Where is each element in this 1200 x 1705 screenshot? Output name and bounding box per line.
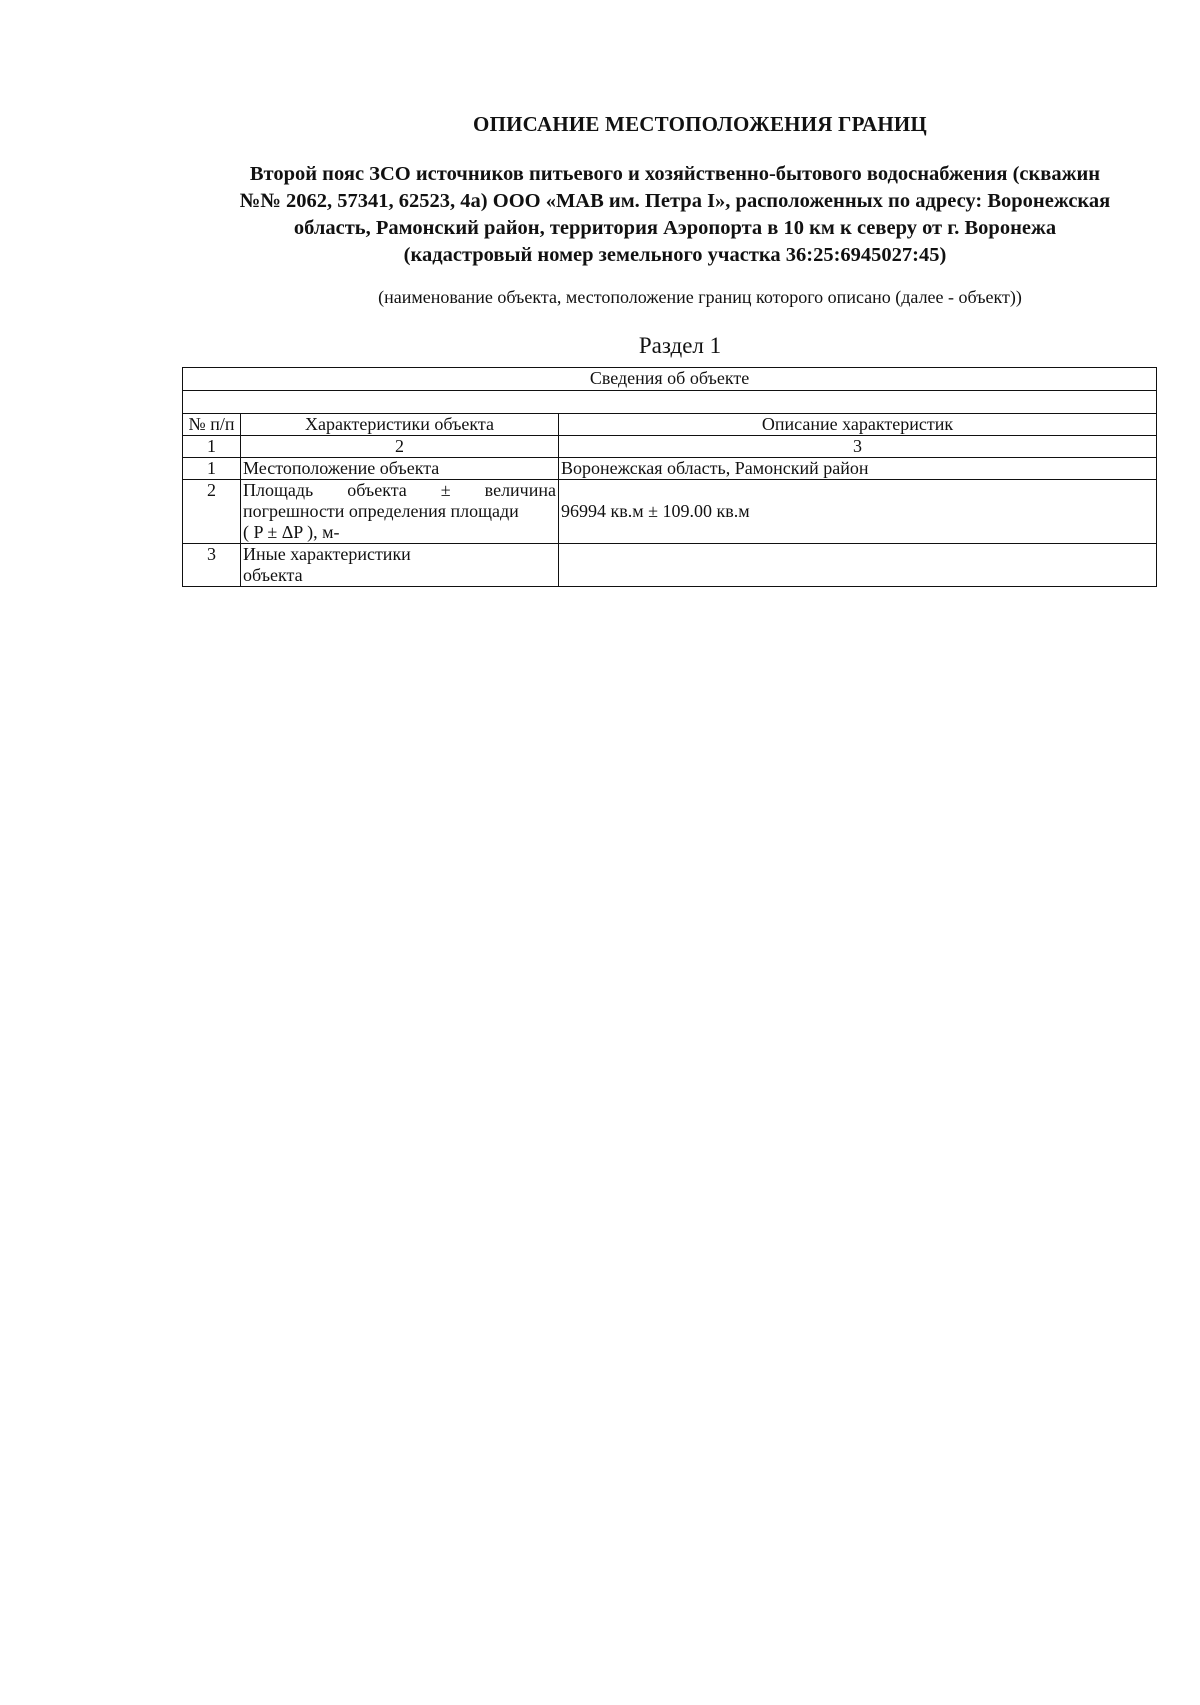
- characteristic-line: объекта: [243, 565, 303, 585]
- row-characteristic: [241, 458, 559, 480]
- object-name-line: область, Рамонский район, территория Аэропорта в 10 км к северу от г. Воронежа: [293, 217, 1057, 239]
- table-title-row: [183, 368, 1157, 391]
- characteristic-line: погрешности определения площади: [243, 501, 519, 521]
- row-number: 1: [183, 458, 241, 480]
- row-characteristic: [241, 480, 559, 544]
- object-info-table: [182, 367, 1157, 587]
- object-name-line: (кадастровый номер земельного участка 36:25:6945027:45): [403, 244, 947, 266]
- row-characteristic: [241, 544, 559, 587]
- table-spacer-cell: [183, 391, 1157, 414]
- section-title: Раздел 1: [638, 333, 722, 358]
- characteristic-line: Площадь объекта ± величина: [243, 480, 556, 500]
- table-row: [183, 480, 1157, 544]
- table-row: [183, 458, 1157, 480]
- row-description: 96994 кв.м ± 109.00 кв.м: [559, 480, 1157, 544]
- document-title: ОПИСАНИЕ МЕСТОПОЛОЖЕНИЯ ГРАНИЦ: [473, 112, 927, 136]
- row-number: 3: [183, 544, 241, 587]
- object-name: [195, 161, 1155, 269]
- object-name-line: №№ 2062, 57341, 62523, 4а) ООО «МАВ им. Петра I», расположенных по адресу: Воронежская: [239, 190, 1111, 212]
- table-title: Сведения об объекте: [183, 368, 1157, 391]
- table-row: [183, 544, 1157, 587]
- header-characteristic: Характеристики объекта: [241, 414, 559, 436]
- row-description: [559, 544, 1157, 587]
- table-header-row: [183, 414, 1157, 436]
- column-number: 2: [241, 436, 559, 458]
- characteristic-line: Иные характеристики: [243, 544, 411, 564]
- header-num: № п/п: [183, 414, 241, 436]
- column-numbers-row: [183, 436, 1157, 458]
- object-name-line: Второй пояс ЗСО источников питьевого и хозяйственно-бытового водоснабжения (скважин: [249, 163, 1101, 185]
- column-number: 1: [183, 436, 241, 458]
- characteristic-line: ( P ± ΔP ), м-: [243, 522, 340, 542]
- header-description: Описание характеристик: [559, 414, 1157, 436]
- row-number: 2: [183, 480, 241, 544]
- object-caption: (наименование объекта, местоположение границ которого описано (далее - объект)): [378, 287, 1022, 307]
- characteristic-line: Местоположение объекта: [243, 458, 440, 478]
- column-number: 3: [559, 436, 1157, 458]
- table-spacer-row: [183, 391, 1157, 414]
- row-description: Воронежская область, Рамонский район: [559, 458, 1157, 480]
